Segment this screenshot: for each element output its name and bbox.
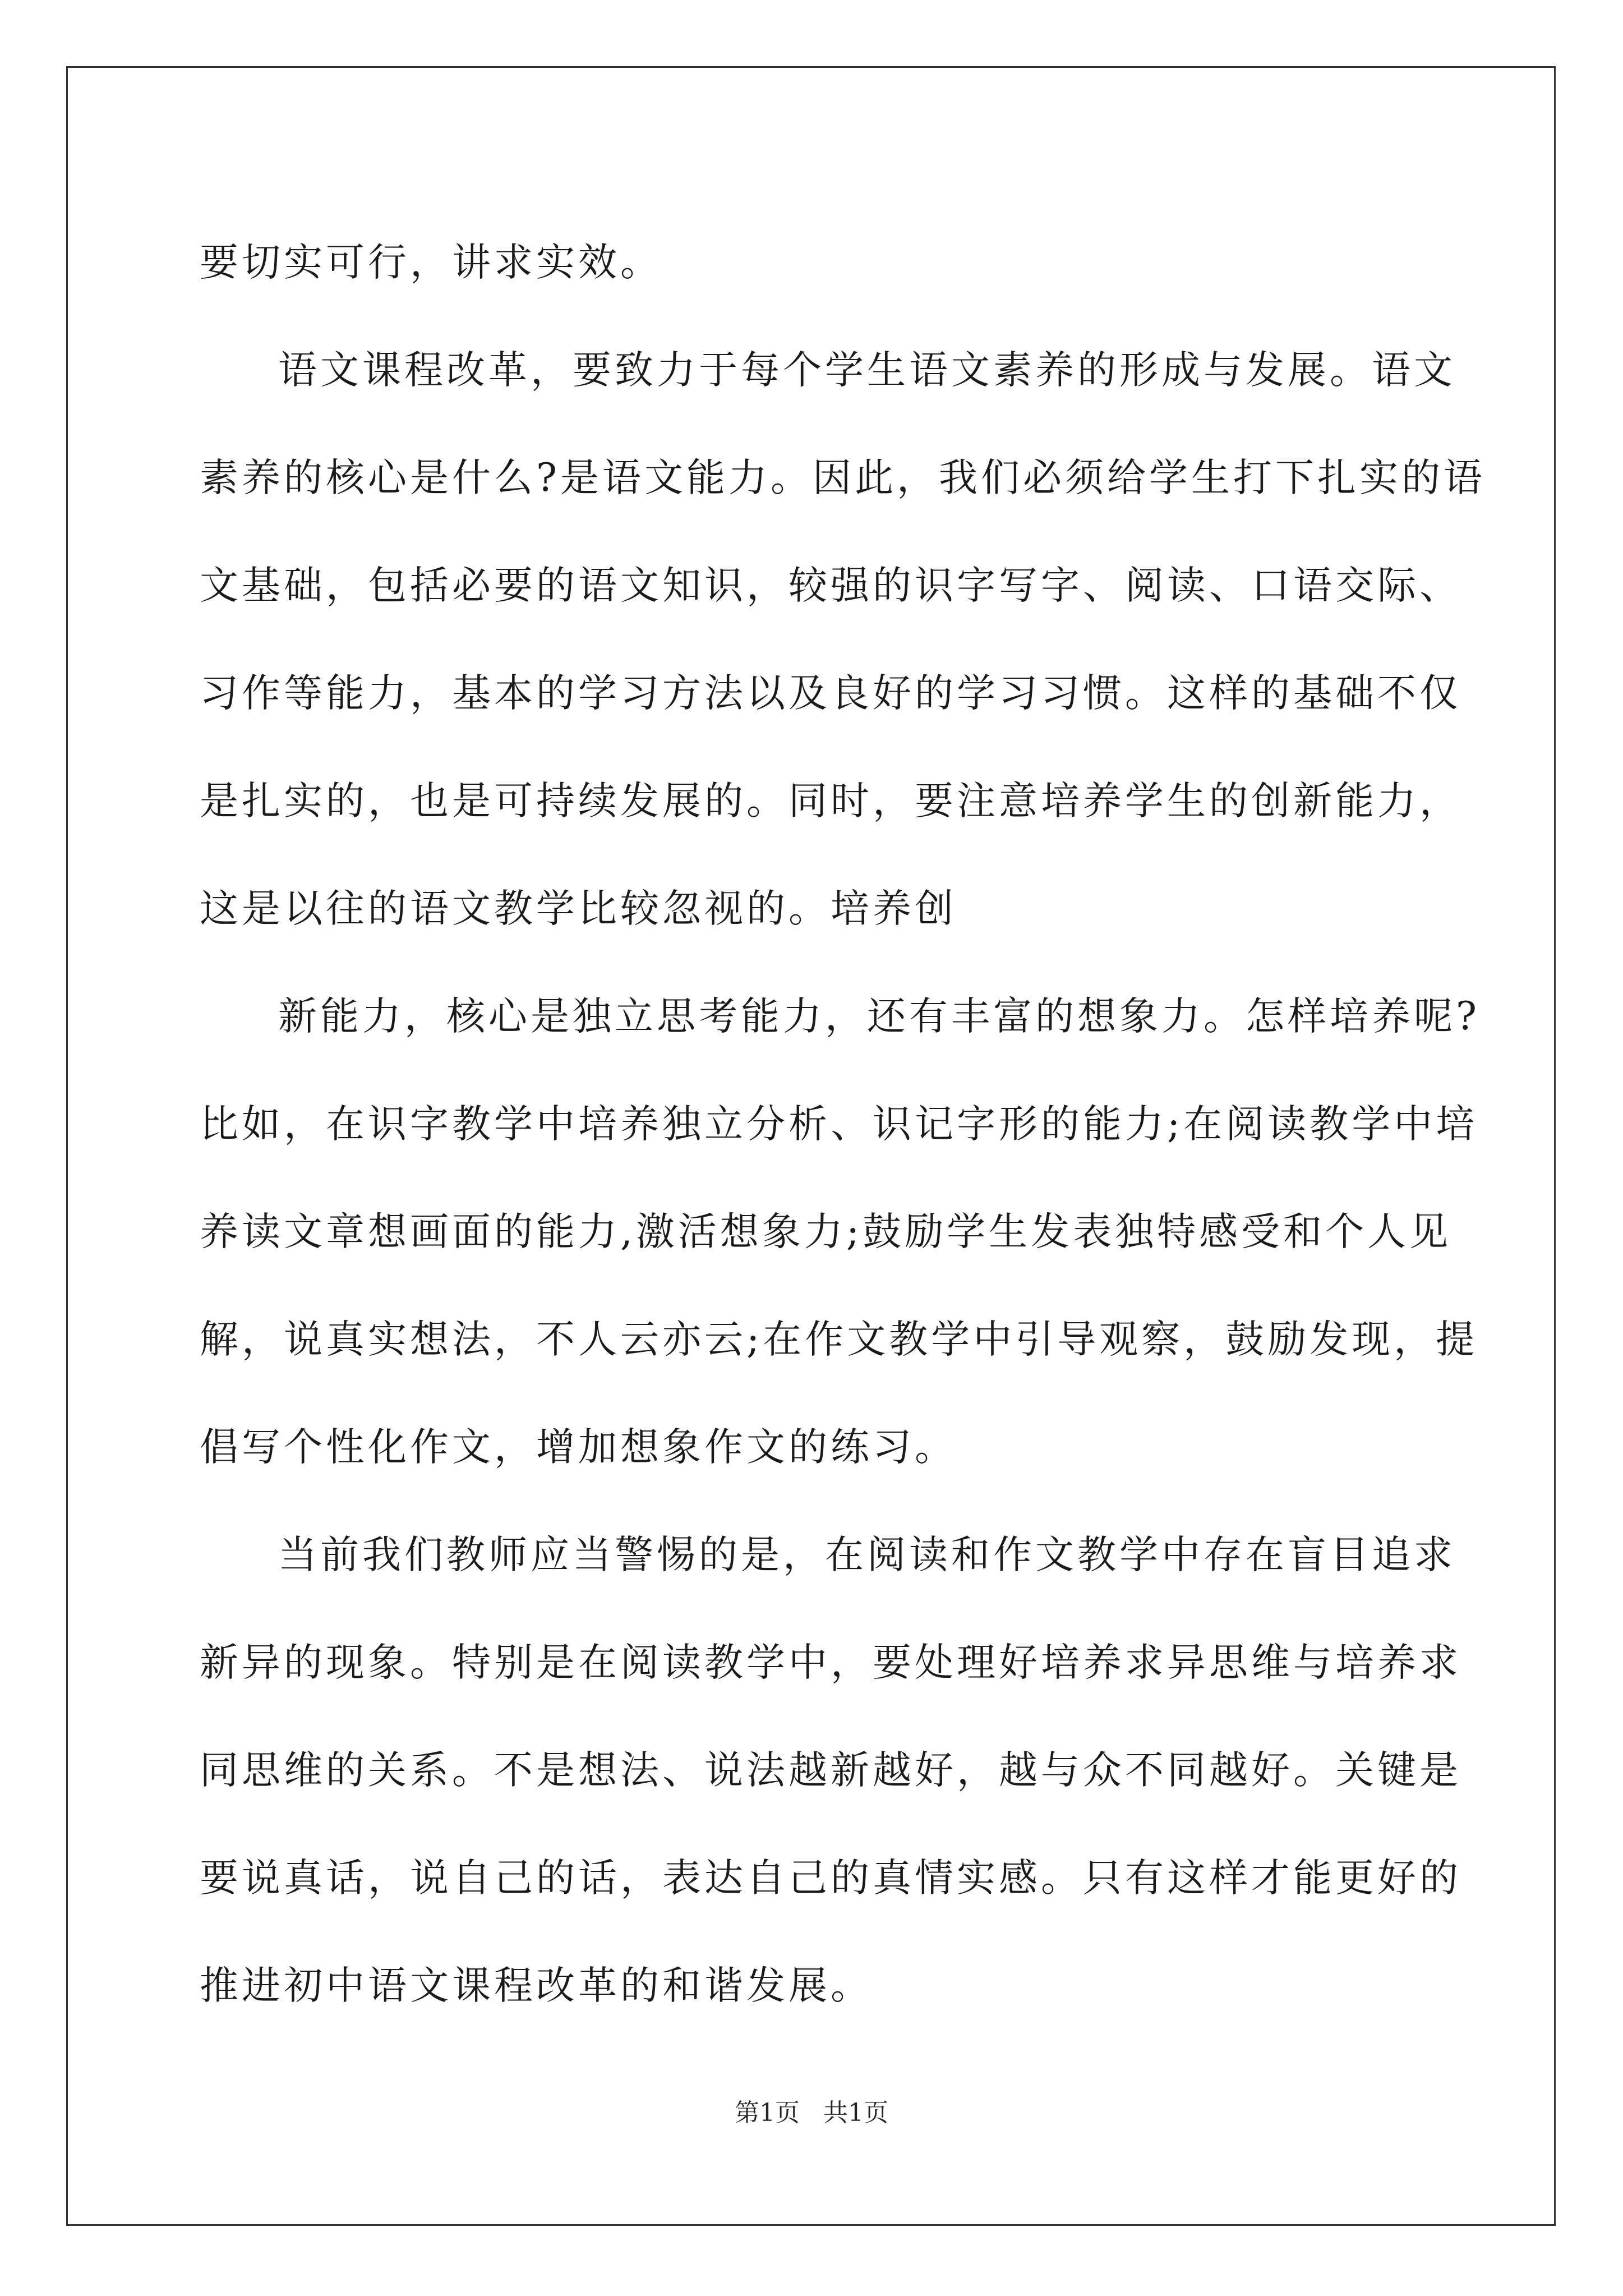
text-line: 语文课程改革，要致力于每个学生语文素养的形成与发展。语文 — [278, 348, 1456, 393]
page-total: 共1页 — [823, 2099, 888, 2127]
text-line: 新能力，核心是独立思考能力，还有丰富的想象力。怎样培养呢? — [278, 994, 1480, 1039]
text-line: 推进初中语文课程改革的和谐发展。 — [200, 1963, 873, 2008]
text-line: 习作等能力，基本的学习方法以及良好的学习习惯。这样的基础不仅 — [200, 671, 1461, 716]
text-line: 要说真话，说自己的话，表达自己的真情实感。只有这样才能更好的 — [200, 1856, 1461, 1901]
text-line: 文基础，包括必要的语文知识，较强的识字写字、阅读、口语交际、 — [200, 563, 1461, 608]
text-line: 素养的核心是什么?是语文能力。因此，我们必须给学生打下扎实的语 — [200, 455, 1486, 500]
text-line: 解，说真实想法，不人云亦云;在作文教学中引导观察，鼓励发现，提 — [200, 1317, 1478, 1362]
document-body — [200, 209, 1486, 2040]
text-line: 养读文章想画面的能力,激活想象力;鼓励学生发表独特感受和个人见 — [200, 1209, 1452, 1254]
page-number: 第1页 — [735, 2099, 800, 2127]
text-line: 是扎实的，也是可持续发展的。同时，要注意培养学生的创新能力， — [200, 779, 1461, 823]
text-line: 要切实可行，讲求实效。 — [200, 240, 662, 285]
text-line: 比如，在识字教学中培养独立分析、识记字形的能力;在阅读教学中培 — [200, 1102, 1478, 1147]
text-line: 倡写个性化作文，增加想象作文的练习。 — [200, 1425, 957, 1470]
text-line: 新异的现象。特别是在阅读教学中，要处理好培养求异思维与培养求 — [200, 1640, 1461, 1685]
text-line: 当前我们教师应当警惕的是，在阅读和作文教学中存在盲目追求 — [278, 1533, 1456, 1577]
text-line: 同思维的关系。不是想法、说法越新越好，越与众不同越好。关键是 — [200, 1748, 1461, 1793]
text-line: 这是以往的语文教学比较忽视的。培养创 — [200, 886, 957, 931]
page-footer — [0, 2092, 1623, 2128]
